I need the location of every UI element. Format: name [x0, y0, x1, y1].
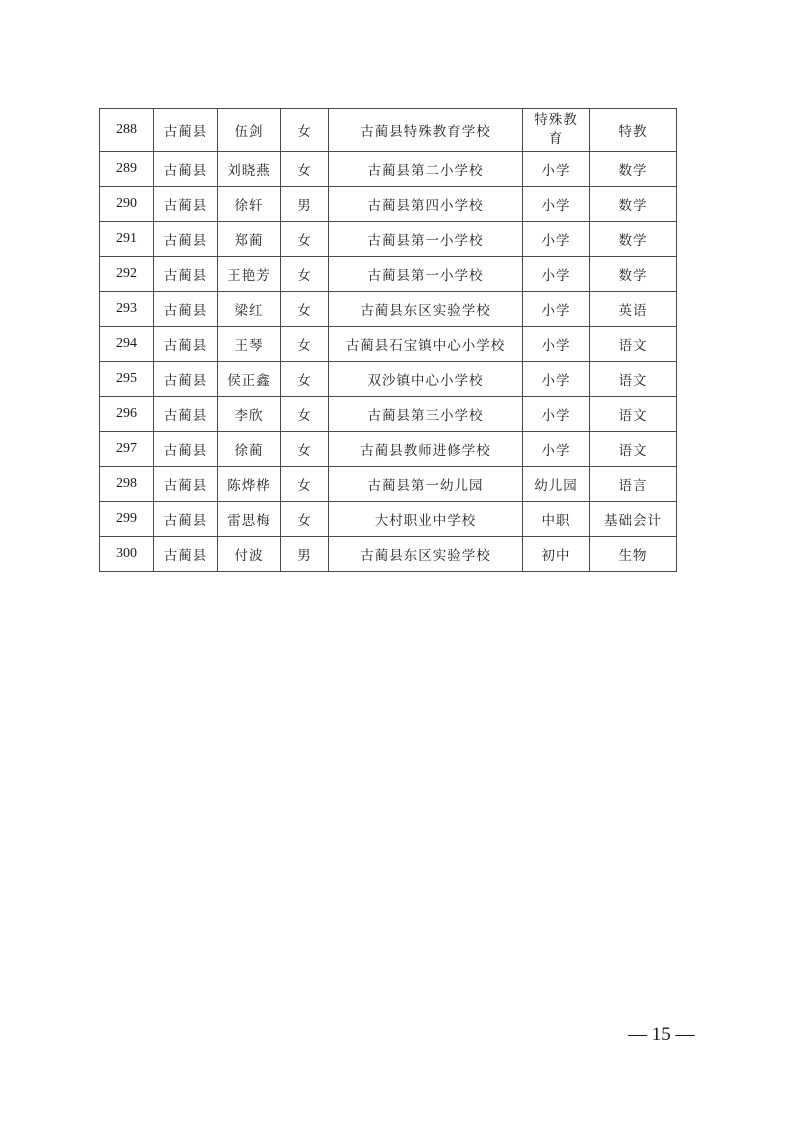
school-cell: 大村职业中学校: [329, 502, 523, 537]
name-cell: 李欣: [218, 397, 281, 432]
stage-cell: 小学: [523, 222, 590, 257]
county-cell: 古蔺县: [154, 467, 218, 502]
teacher-roster-table: [99, 108, 677, 572]
gender-cell: 女: [281, 502, 329, 537]
stage-cell: 幼儿园: [523, 467, 590, 502]
subject-cell: 数学: [590, 222, 677, 257]
table-row: [100, 187, 677, 222]
stage-cell: 中职: [523, 502, 590, 537]
gender-cell: 女: [281, 397, 329, 432]
stage-cell: 小学: [523, 397, 590, 432]
name-cell: 王琴: [218, 327, 281, 362]
table-row: [100, 327, 677, 362]
gender-cell: 女: [281, 222, 329, 257]
name-cell: 徐轩: [218, 187, 281, 222]
school-cell: 古蔺县第四小学校: [329, 187, 523, 222]
stage-cell: 特殊教育: [523, 109, 590, 152]
subject-cell: 语文: [590, 397, 677, 432]
subject-cell: 语文: [590, 327, 677, 362]
county-cell: 古蔺县: [154, 432, 218, 467]
name-cell: 伍剑: [218, 109, 281, 152]
school-cell: 古蔺县第一小学校: [329, 222, 523, 257]
row-number: 291: [100, 222, 154, 257]
subject-cell: 基础会计: [590, 502, 677, 537]
gender-cell: 男: [281, 187, 329, 222]
subject-cell: 数学: [590, 257, 677, 292]
subject-cell: 语言: [590, 467, 677, 502]
subject-cell: 数学: [590, 187, 677, 222]
table-body: [100, 109, 677, 572]
row-number: 298: [100, 467, 154, 502]
row-number: 297: [100, 432, 154, 467]
row-number: 295: [100, 362, 154, 397]
county-cell: 古蔺县: [154, 109, 218, 152]
county-cell: 古蔺县: [154, 537, 218, 572]
county-cell: 古蔺县: [154, 502, 218, 537]
table-row: [100, 222, 677, 257]
subject-cell: 生物: [590, 537, 677, 572]
name-cell: 徐蔺: [218, 432, 281, 467]
gender-cell: 女: [281, 292, 329, 327]
table-row: [100, 432, 677, 467]
gender-cell: 女: [281, 152, 329, 187]
subject-cell: 语文: [590, 362, 677, 397]
name-cell: 陈烨桦: [218, 467, 281, 502]
school-cell: 古蔺县石宝镇中心小学校: [329, 327, 523, 362]
row-number: 293: [100, 292, 154, 327]
school-cell: 古蔺县东区实验学校: [329, 537, 523, 572]
table-row: [100, 467, 677, 502]
row-number: 288: [100, 109, 154, 152]
school-cell: 古蔺县第三小学校: [329, 397, 523, 432]
county-cell: 古蔺县: [154, 397, 218, 432]
name-cell: 郑蔺: [218, 222, 281, 257]
name-cell: 刘晓燕: [218, 152, 281, 187]
subject-cell: 特教: [590, 109, 677, 152]
gender-cell: 女: [281, 257, 329, 292]
name-cell: 付波: [218, 537, 281, 572]
name-cell: 雷思梅: [218, 502, 281, 537]
row-number: 294: [100, 327, 154, 362]
stage-cell: 小学: [523, 152, 590, 187]
row-number: 290: [100, 187, 154, 222]
county-cell: 古蔺县: [154, 257, 218, 292]
subject-cell: 数学: [590, 152, 677, 187]
county-cell: 古蔺县: [154, 292, 218, 327]
stage-cell: 小学: [523, 187, 590, 222]
gender-cell: 女: [281, 432, 329, 467]
subject-cell: 语文: [590, 432, 677, 467]
stage-cell: 初中: [523, 537, 590, 572]
county-cell: 古蔺县: [154, 362, 218, 397]
school-cell: 古蔺县第二小学校: [329, 152, 523, 187]
gender-cell: 女: [281, 327, 329, 362]
page-number: — 15 —: [628, 1024, 695, 1045]
school-cell: 古蔺县第一小学校: [329, 257, 523, 292]
school-cell: 古蔺县东区实验学校: [329, 292, 523, 327]
table-row: [100, 397, 677, 432]
name-cell: 王艳芳: [218, 257, 281, 292]
table-row: [100, 292, 677, 327]
table-row: [100, 152, 677, 187]
table-row: [100, 502, 677, 537]
gender-cell: 女: [281, 362, 329, 397]
row-number: 299: [100, 502, 154, 537]
table-row: [100, 362, 677, 397]
county-cell: 古蔺县: [154, 327, 218, 362]
gender-cell: 女: [281, 467, 329, 502]
gender-cell: 男: [281, 537, 329, 572]
stage-cell: 小学: [523, 292, 590, 327]
table-row: [100, 537, 677, 572]
table-row: [100, 109, 677, 152]
stage-cell: 小学: [523, 257, 590, 292]
county-cell: 古蔺县: [154, 187, 218, 222]
row-number: 300: [100, 537, 154, 572]
county-cell: 古蔺县: [154, 222, 218, 257]
row-number: 289: [100, 152, 154, 187]
county-cell: 古蔺县: [154, 152, 218, 187]
subject-cell: 英语: [590, 292, 677, 327]
school-cell: 古蔺县第一幼儿园: [329, 467, 523, 502]
gender-cell: 女: [281, 109, 329, 152]
stage-cell: 小学: [523, 362, 590, 397]
row-number: 296: [100, 397, 154, 432]
row-number: 292: [100, 257, 154, 292]
school-cell: 古蔺县特殊教育学校: [329, 109, 523, 152]
school-cell: 双沙镇中心小学校: [329, 362, 523, 397]
stage-cell: 小学: [523, 327, 590, 362]
table-row: [100, 257, 677, 292]
name-cell: 侯正鑫: [218, 362, 281, 397]
stage-cell: 小学: [523, 432, 590, 467]
school-cell: 古蔺县教师进修学校: [329, 432, 523, 467]
name-cell: 梁红: [218, 292, 281, 327]
